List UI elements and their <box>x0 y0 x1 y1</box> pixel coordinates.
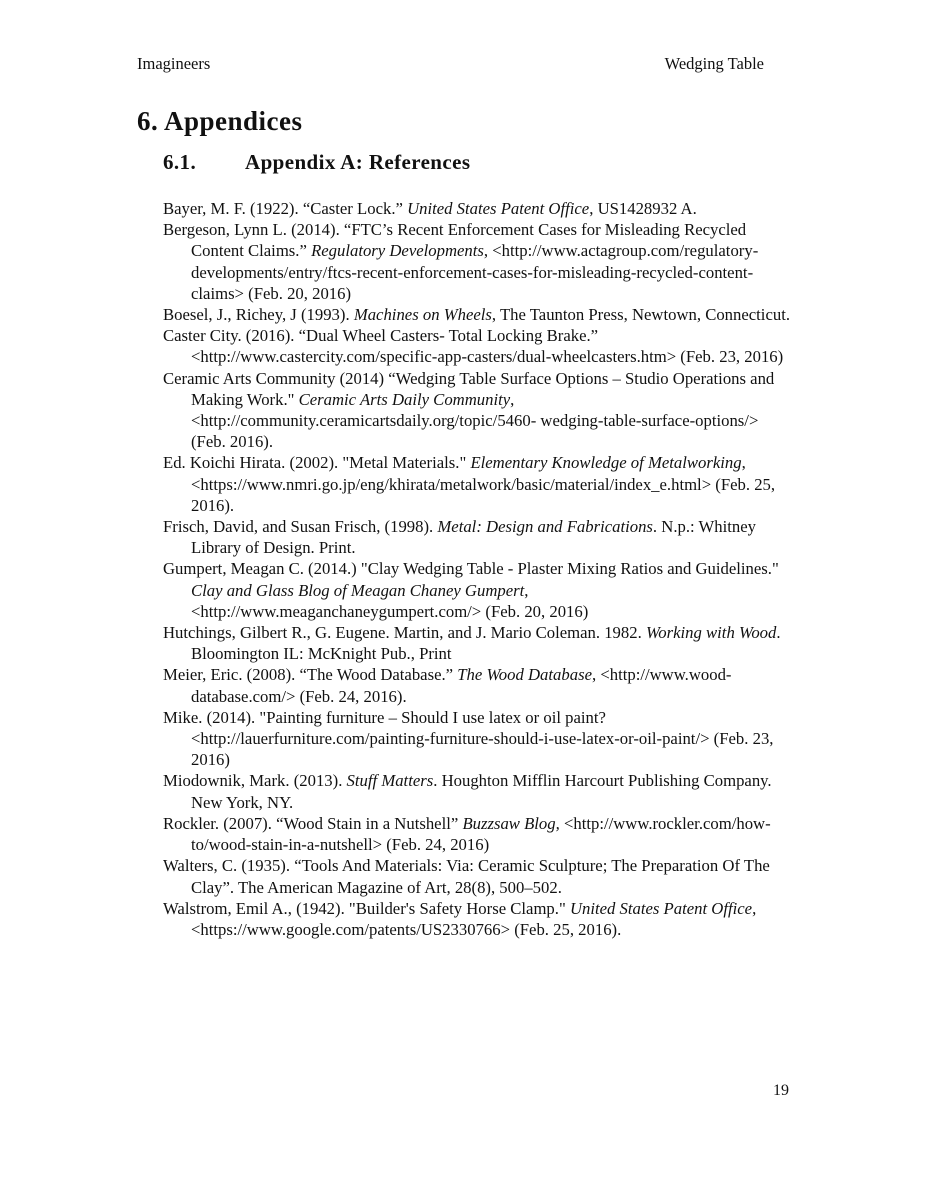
reference-source: Elementary Knowledge of Metalworking <box>470 453 742 473</box>
reference-source: United States Patent Office <box>407 199 590 218</box>
reference-details: , <http://community.ceramicartsdaily.org/topic/5460- wedging-table-surface-options/> (Feb. 2016). <box>191 389 759 452</box>
reference-text: Gumpert, Meagan C. (2014.) "Clay Wedging Table - Plaster Mixing Ratios and Guidelines." <box>163 559 779 579</box>
reference-item <box>163 219 793 304</box>
reference-source: Machines on Wheels <box>353 305 492 325</box>
reference-text: Caster City. (2016). “Dual Wheel Casters- Total Locking Brake.” <http://www.castercity.com/specific-app-casters/dual-wheelcasters.htm> (Feb. 23, 2016) <box>163 326 784 367</box>
reference-details: , <http://www.wood-database.com/> (Feb. 24, 2016). <box>191 665 732 706</box>
reference-item <box>163 558 793 622</box>
reference-source: Metal: Design and Fabrications <box>437 517 653 537</box>
subsection-heading <box>163 150 470 175</box>
reference-source: Regulatory Developments <box>311 241 484 261</box>
reference-item <box>163 855 793 897</box>
reference-source: United States Patent Office <box>569 898 753 918</box>
reference-source: Working with Wood <box>645 623 777 643</box>
reference-details: . N.p.: Whitney Library of Design. Print. <box>191 517 756 558</box>
reference-item <box>163 813 793 855</box>
running-header-left: Imagineers <box>137 54 211 73</box>
reference-source: Ceramic Arts Daily Community <box>298 389 511 409</box>
reference-item <box>163 198 793 219</box>
reference-details: , <http://www.actagroup.com/regulatory-developments/entry/ftcs-recent-enforcement-cases-for-misleading-recycled-content-claims> (Feb. 20, 2016) <box>191 241 759 303</box>
reference-text: Walstrom, Emil A., (1942). "Builder's Safety Horse Clamp." <box>163 898 570 918</box>
reference-item <box>163 664 793 706</box>
running-header-right: Wedging Table <box>664 54 764 73</box>
reference-details: , <http://www.meaganchaneygumpert.com/> (Feb. 20, 2016) <box>191 580 589 621</box>
reference-text: Bergeson, Lynn L. (2014). “FTC’s Recent Enforcement Cases for Misleading Recycled Content Claims.” <box>163 220 747 261</box>
reference-item <box>163 325 793 367</box>
reference-details: , US1428932 A. <box>589 199 697 218</box>
reference-item <box>163 304 793 325</box>
reference-source: Buzzsaw Blog, <box>462 813 560 833</box>
reference-text: Ed. Koichi Hirata. (2002). "Metal Materials." <box>163 453 471 473</box>
reference-source: Stuff Matters <box>346 771 434 791</box>
reference-list <box>163 198 793 940</box>
reference-item <box>163 368 793 453</box>
reference-item <box>163 770 793 812</box>
reference-source: Clay and Glass Blog of Meagan Chaney Gumpert <box>191 580 525 600</box>
reference-text: Bayer, M. F. (1922). “Caster Lock.” <box>163 199 408 218</box>
reference-item <box>163 516 793 558</box>
reference-text: Boesel, J., Richey, J (1993). <box>163 305 354 325</box>
reference-text: Miodownik, Mark. (2013). <box>163 771 347 791</box>
reference-text: Hutchings, Gilbert R., G. Eugene. Martin, and J. Mario Coleman. 1982. <box>163 623 646 643</box>
reference-details: . Houghton Mifflin Harcourt Publishing Company. New York, NY. <box>191 771 772 812</box>
reference-details: , The Taunton Press, Newtown, Connecticut. <box>491 305 791 325</box>
reference-details: , <https://www.nmri.go.jp/eng/khirata/metalwork/basic/material/index_e.html> (Feb. 25, 2016). <box>191 453 776 515</box>
page-number: 19 <box>773 1082 789 1099</box>
reference-item <box>163 898 793 940</box>
reference-item <box>163 707 793 771</box>
reference-details: , <https://www.google.com/patents/US2330766> (Feb. 25, 2016). <box>191 898 757 939</box>
reference-text: Walters, C. (1935). “Tools And Materials: Via: Ceramic Sculpture; The Preparation Of The Clay”. The American Magazine of Art, 28(8), 500–502. <box>163 856 770 897</box>
reference-text: Rockler. (2007). “Wood Stain in a Nutshell” <box>163 813 463 833</box>
reference-details: <http://www.rockler.com/how-to/wood-stain-in-a-nutshell> (Feb. 24, 2016) <box>191 813 771 855</box>
reference-text: Ceramic Arts Community (2014) “Wedging Table Surface Options – Studio Operations and Making Work." <box>163 368 775 409</box>
reference-text: Meier, Eric. (2008). “The Wood Database.” <box>163 665 458 685</box>
reference-details: . Bloomington IL: McKnight Pub., Print <box>191 623 781 664</box>
subsection-number: 6.1. <box>163 150 197 174</box>
reference-item <box>163 452 793 516</box>
reference-text: Frisch, David, and Susan Frisch, (1998). <box>163 517 438 537</box>
section-title: 6. Appendices <box>137 106 303 136</box>
reference-source: The Wood Database <box>457 665 592 685</box>
reference-text: Mike. (2014). "Painting furniture – Should I use latex or oil paint? <http://lauerfurniture.com/painting-furniture-should-i-use-latex-or-oil-paint/> (Feb. 23, 2016) <box>163 707 774 770</box>
subsection-title: Appendix A: References <box>245 150 471 174</box>
reference-item <box>163 622 793 664</box>
